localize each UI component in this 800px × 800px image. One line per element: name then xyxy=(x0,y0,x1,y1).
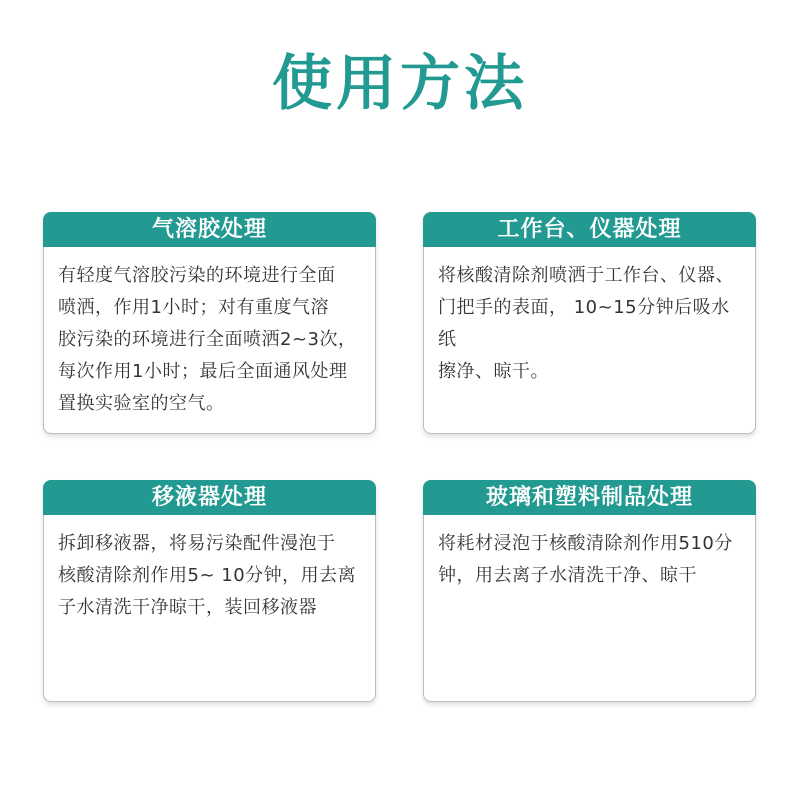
card-pipette xyxy=(43,480,376,702)
card-text-line: 擦净、晾干。 xyxy=(438,361,549,382)
page-title: 使用方法 xyxy=(272,49,528,119)
card-aerosol xyxy=(43,212,376,434)
card-heading: 玻璃和塑料制品处理 xyxy=(423,480,756,515)
card-heading: 气溶胶处理 xyxy=(43,212,376,247)
card-text-line: 置换实验室的空气。 xyxy=(58,393,225,414)
card-text xyxy=(438,260,744,388)
card-heading: 工作台、仪器处理 xyxy=(423,212,756,247)
card-text xyxy=(438,528,744,592)
card-text xyxy=(58,260,364,420)
card-text-line: 喷洒，作用1小时；对有重度气溶 xyxy=(58,297,329,318)
card-text-line: 每次作用1小时；最后全面通风处理 xyxy=(58,361,348,382)
card-text-line: 门把手的表面， 10~15分钟后吸水纸 xyxy=(438,297,730,350)
card-glass-plastic xyxy=(423,480,756,702)
card-text-line: 核酸清除剂作用5~ 10分钟，用去离 xyxy=(58,565,357,586)
card-text-line: 将核酸清除剂喷洒于工作台、仪器、 xyxy=(438,265,734,286)
card-workbench xyxy=(423,212,756,434)
card-heading: 移液器处理 xyxy=(43,480,376,515)
card-text-line: 胶污染的环境进行全面喷洒2~3次， xyxy=(58,329,357,350)
card-text-line: 有轻度气溶胶污染的环境进行全面 xyxy=(58,265,336,286)
card-text-line: 钟，用去离子水清洗干净、晾干 xyxy=(438,565,697,586)
card-text-line: 子水清洗干净晾干，装回移液器 xyxy=(58,597,317,618)
card-text-line: 将耗材浸泡于核酸清除剂作用510分 xyxy=(438,533,733,554)
card-text-line: 拆卸移液器，将易污染配件漫泡于 xyxy=(58,533,336,554)
card-text xyxy=(58,528,364,624)
